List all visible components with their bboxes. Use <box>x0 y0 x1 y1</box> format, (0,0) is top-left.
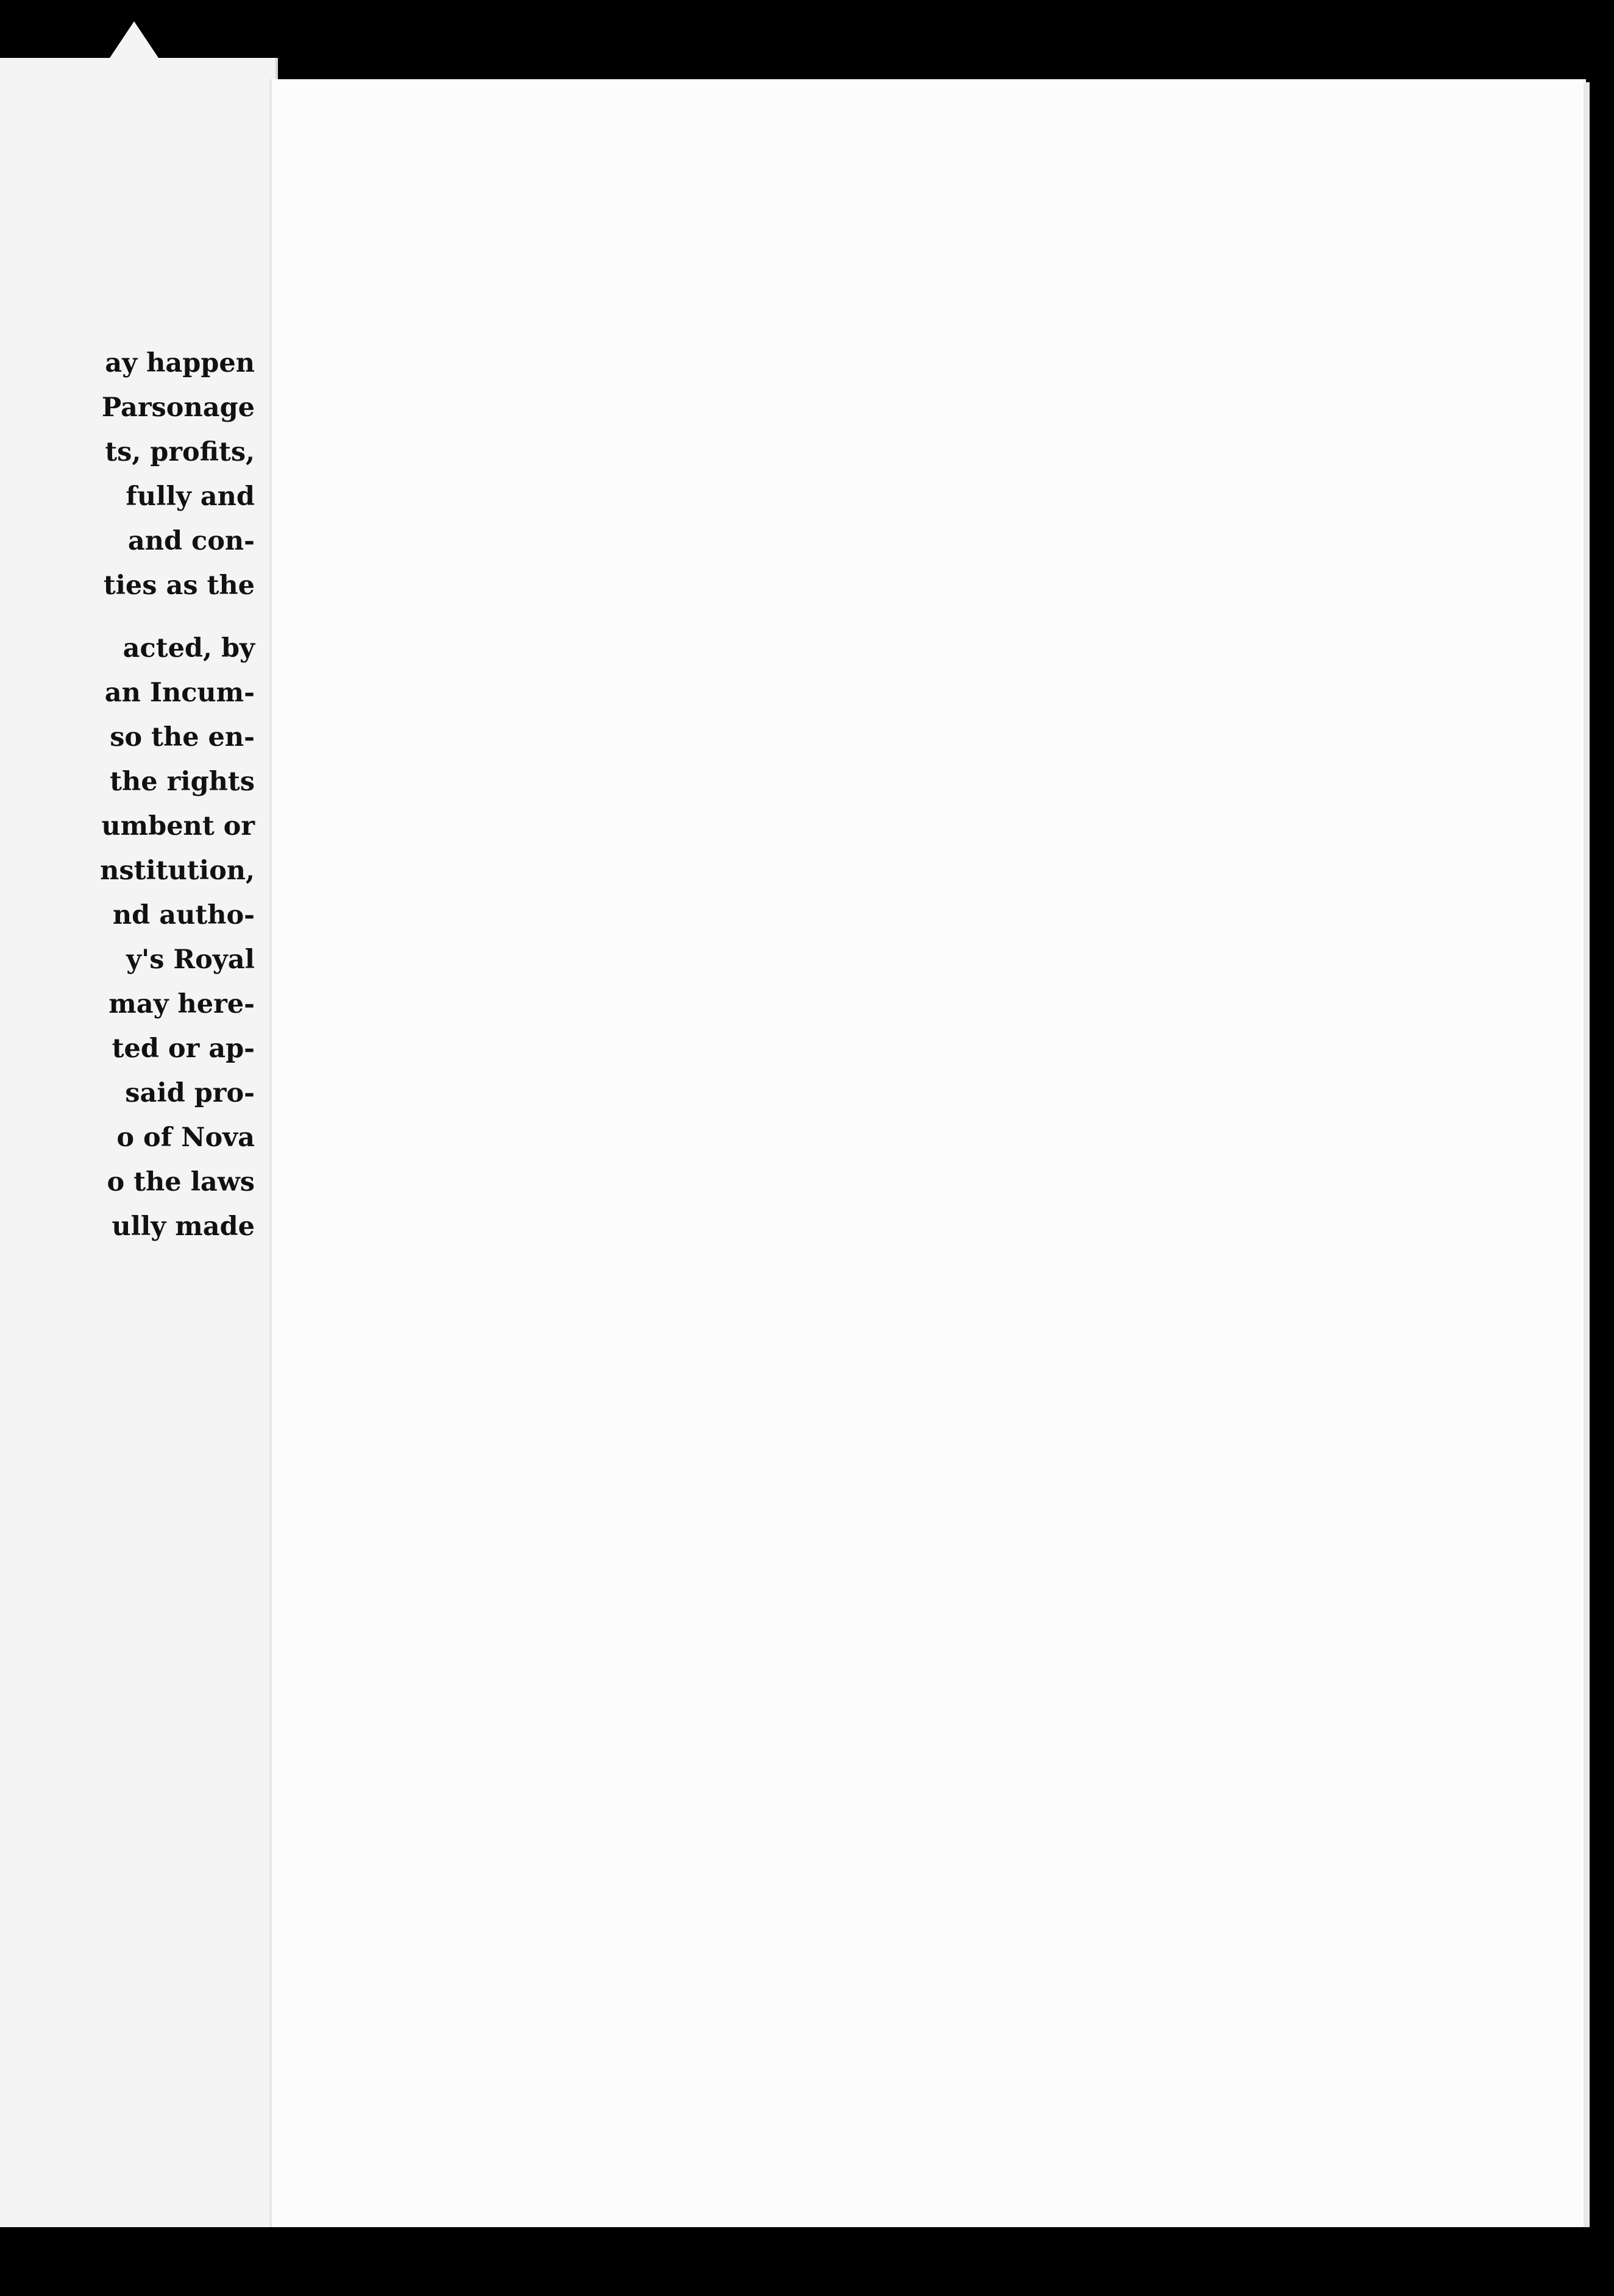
text-line: acted, by <box>123 633 255 664</box>
text-line: an Incum- <box>104 678 255 708</box>
text-line: so the en- <box>110 722 255 753</box>
text-line: may here- <box>108 989 255 1019</box>
text-line: ay happen <box>105 348 255 378</box>
text-line: ties as the <box>103 570 255 601</box>
torn-page-corner <box>110 21 158 58</box>
text-line: umbent or <box>101 811 255 842</box>
text-line: ted or ap- <box>112 1033 255 1064</box>
right-page-edge <box>1584 82 1590 2227</box>
text-line: and con- <box>127 526 255 556</box>
text-line: said pro- <box>125 1078 255 1108</box>
text-line: fully and <box>126 481 255 512</box>
text-line: nstitution, <box>100 856 255 886</box>
text-line: ts, profits, <box>105 437 255 467</box>
text-line: Parsonage <box>101 392 255 423</box>
blank-right-page <box>269 79 1586 2227</box>
text-line: o the laws <box>107 1167 255 1197</box>
left-page-text-fragment <box>0 341 255 1249</box>
text-line: the rights <box>110 767 255 797</box>
text-line: ully made <box>112 1211 255 1242</box>
left-page-fragment <box>0 58 278 2227</box>
text-line: nd autho- <box>112 900 255 930</box>
text-line: y's Royal <box>126 944 255 975</box>
text-line: o of Nova <box>116 1122 255 1153</box>
paragraph-gap <box>0 608 255 626</box>
